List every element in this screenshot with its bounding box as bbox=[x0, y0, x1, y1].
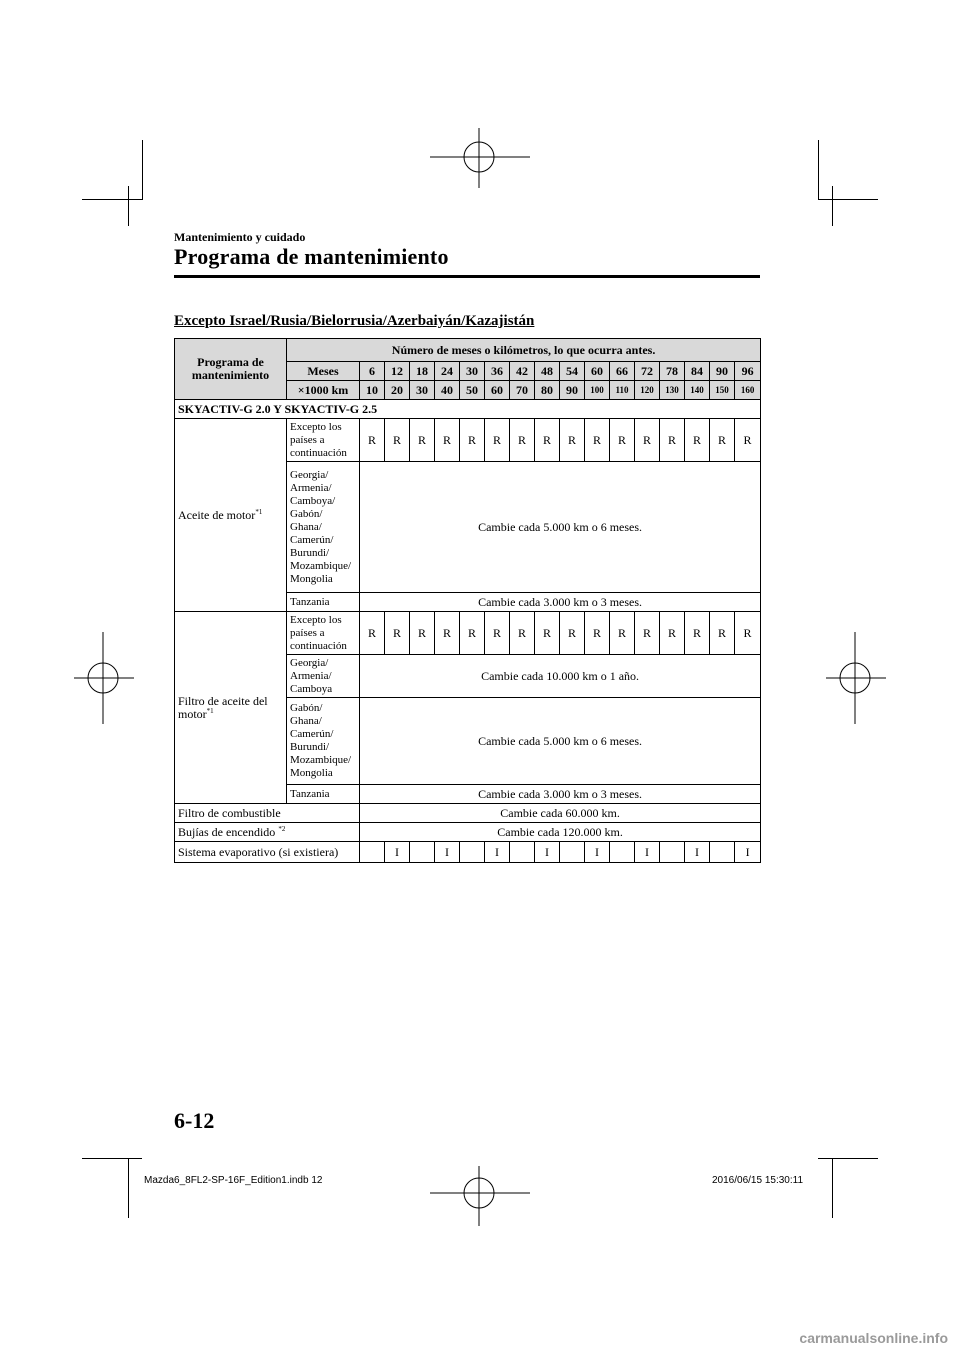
countries-cell: Tanzania bbox=[287, 593, 360, 612]
schedule-mark: I bbox=[685, 842, 710, 863]
month-cell: 96 bbox=[735, 362, 761, 381]
month-cell: 84 bbox=[685, 362, 710, 381]
schedule-mark bbox=[560, 842, 585, 863]
month-cell: 54 bbox=[560, 362, 585, 381]
page-title: Programa de mantenimiento bbox=[174, 244, 449, 269]
spark-plugs-label: Bujías de encendido $^{*2}$ bbox=[175, 823, 360, 842]
schedule-mark: R bbox=[410, 419, 435, 462]
schedule-mark: I bbox=[385, 842, 410, 863]
countries-cell: Georgia/ Armenia/ Camboya/ Gabón/ Ghana/ Camerún/ Burundi/ Mozambique/ Mongolia bbox=[287, 462, 360, 593]
page-number: 6-12 bbox=[174, 1108, 215, 1133]
footer-file-info: Mazda6_8FL2-SP-16F_Edition1.indb 12 bbox=[144, 1175, 323, 1186]
month-cell: 42 bbox=[510, 362, 535, 381]
km-cell: 60 bbox=[485, 381, 510, 400]
fuel-filter-row bbox=[175, 804, 761, 823]
schedule-mark: R bbox=[635, 612, 660, 655]
region-subheading: Excepto Israel/Rusia/Bielorrusia/Azerbaiyán/Kazajistán bbox=[174, 313, 535, 329]
schedule-mark bbox=[460, 842, 485, 863]
schedule-mark: I bbox=[535, 842, 560, 863]
schedule-mark: R bbox=[460, 612, 485, 655]
month-cell: 24 bbox=[435, 362, 460, 381]
schedule-mark: I bbox=[485, 842, 510, 863]
km-cell: 90 bbox=[560, 381, 585, 400]
km-cell: 50 bbox=[460, 381, 485, 400]
schedule-mark: I bbox=[735, 842, 761, 863]
km-cell: 150 bbox=[710, 381, 735, 400]
km-cell: 140 bbox=[685, 381, 710, 400]
interval-header: Número de meses o kilómetros, lo que ocurra antes. bbox=[287, 339, 761, 362]
schedule-mark: I bbox=[585, 842, 610, 863]
oil-row-default bbox=[175, 419, 761, 462]
month-cell: 6 bbox=[360, 362, 385, 381]
footer-timestamp: 2016/06/15 15:30:11 bbox=[712, 1175, 804, 1186]
schedule-mark: R bbox=[685, 612, 710, 655]
fuel-filter-label: Filtro de combustible bbox=[175, 804, 360, 823]
schedule-mark: R bbox=[635, 419, 660, 462]
schedule-mark: R bbox=[735, 419, 761, 462]
schedule-mark: I bbox=[435, 842, 460, 863]
month-cell: 48 bbox=[535, 362, 560, 381]
km-cell: 70 bbox=[510, 381, 535, 400]
month-cell: 78 bbox=[660, 362, 685, 381]
schedule-mark: R bbox=[735, 612, 761, 655]
km-cell: 20 bbox=[385, 381, 410, 400]
countries-cell: Excepto los países a continuación bbox=[287, 612, 360, 655]
interval-text: Cambie cada 5.000 km o 6 meses. bbox=[360, 698, 761, 785]
schedule-mark: R bbox=[460, 419, 485, 462]
schedule-mark bbox=[710, 842, 735, 863]
schedule-mark: R bbox=[560, 612, 585, 655]
schedule-mark bbox=[360, 842, 385, 863]
countries-cell: Gabón/ Ghana/ Camerún/ Burundi/ Mozambique/ Mongolia bbox=[287, 698, 360, 785]
schedule-mark: R bbox=[360, 419, 385, 462]
corner-header: Programa de mantenimiento bbox=[175, 339, 287, 400]
evap-row bbox=[175, 842, 761, 863]
month-cell: 36 bbox=[485, 362, 510, 381]
km-label: ×1000 km bbox=[287, 381, 360, 400]
interval-text: Cambie cada 3.000 km o 3 meses. bbox=[360, 593, 761, 612]
engine-group-row bbox=[175, 400, 761, 419]
maintenance-schedule-table bbox=[174, 338, 761, 863]
month-cell: 60 bbox=[585, 362, 610, 381]
schedule-mark bbox=[610, 842, 635, 863]
schedule-mark: R bbox=[510, 612, 535, 655]
engine-group-label: SKYACTIV-G 2.0 Y SKYACTIV-G 2.5 bbox=[175, 400, 761, 419]
month-cell: 18 bbox=[410, 362, 435, 381]
schedule-mark: R bbox=[435, 612, 460, 655]
section-label: Mantenimiento y cuidado bbox=[174, 230, 306, 244]
schedule-mark: I bbox=[635, 842, 660, 863]
schedule-mark: R bbox=[585, 419, 610, 462]
countries-cell: Georgia/ Armenia/ Camboya bbox=[287, 655, 360, 698]
interval-text: Cambie cada 3.000 km o 3 meses. bbox=[360, 785, 761, 804]
filter-row-default bbox=[175, 612, 761, 655]
km-cell: 80 bbox=[535, 381, 560, 400]
schedule-mark: R bbox=[585, 612, 610, 655]
registration-mark-top-icon bbox=[430, 128, 530, 188]
km-cell: 120 bbox=[635, 381, 660, 400]
schedule-mark: R bbox=[360, 612, 385, 655]
filter-item-label: Filtro de aceite del motor$^{*1}$ bbox=[175, 612, 287, 804]
header-row-interval bbox=[175, 339, 761, 362]
schedule-mark: R bbox=[610, 419, 635, 462]
interval-text: Cambie cada 5.000 km o 6 meses. bbox=[360, 462, 761, 593]
schedule-mark bbox=[510, 842, 535, 863]
countries-cell: Tanzania bbox=[287, 785, 360, 804]
km-cell: 40 bbox=[435, 381, 460, 400]
schedule-mark: R bbox=[660, 419, 685, 462]
registration-mark-left-icon bbox=[74, 632, 134, 724]
schedule-mark: R bbox=[710, 419, 735, 462]
interval-text: Cambie cada 60.000 km. bbox=[360, 804, 761, 823]
km-cell: 30 bbox=[410, 381, 435, 400]
oil-item-label: Aceite de motor$^{*1}$ bbox=[175, 419, 287, 612]
interval-text: Cambie cada 120.000 km. bbox=[360, 823, 761, 842]
schedule-mark: R bbox=[410, 612, 435, 655]
schedule-mark: R bbox=[485, 419, 510, 462]
registration-mark-bottom-icon bbox=[430, 1166, 530, 1226]
km-cell: 130 bbox=[660, 381, 685, 400]
schedule-mark: R bbox=[385, 419, 410, 462]
interval-text: Cambie cada 10.000 km o 1 año. bbox=[360, 655, 761, 698]
months-label: Meses bbox=[287, 362, 360, 381]
schedule-mark: R bbox=[710, 612, 735, 655]
km-cell: 160 bbox=[735, 381, 761, 400]
km-cell: 100 bbox=[585, 381, 610, 400]
schedule-mark: R bbox=[610, 612, 635, 655]
countries-cell: Excepto los países a continuación bbox=[287, 419, 360, 462]
km-cell: 10 bbox=[360, 381, 385, 400]
spark-plugs-row bbox=[175, 823, 761, 842]
km-cell: 110 bbox=[610, 381, 635, 400]
month-cell: 90 bbox=[710, 362, 735, 381]
evap-label: Sistema evaporativo (si existiera) bbox=[175, 842, 360, 863]
schedule-mark bbox=[410, 842, 435, 863]
month-cell: 66 bbox=[610, 362, 635, 381]
schedule-mark: R bbox=[510, 419, 535, 462]
month-cell: 72 bbox=[635, 362, 660, 381]
schedule-mark: R bbox=[560, 419, 585, 462]
schedule-mark: R bbox=[535, 419, 560, 462]
schedule-mark: R bbox=[385, 612, 410, 655]
schedule-mark: R bbox=[685, 419, 710, 462]
schedule-mark: R bbox=[485, 612, 510, 655]
watermark: carmanualsonline.info bbox=[799, 1330, 948, 1346]
schedule-mark: R bbox=[535, 612, 560, 655]
schedule-mark: R bbox=[435, 419, 460, 462]
registration-mark-right-icon bbox=[826, 632, 886, 724]
month-cell: 12 bbox=[385, 362, 410, 381]
schedule-mark bbox=[660, 842, 685, 863]
title-rule bbox=[174, 275, 760, 278]
schedule-mark: R bbox=[660, 612, 685, 655]
month-cell: 30 bbox=[460, 362, 485, 381]
